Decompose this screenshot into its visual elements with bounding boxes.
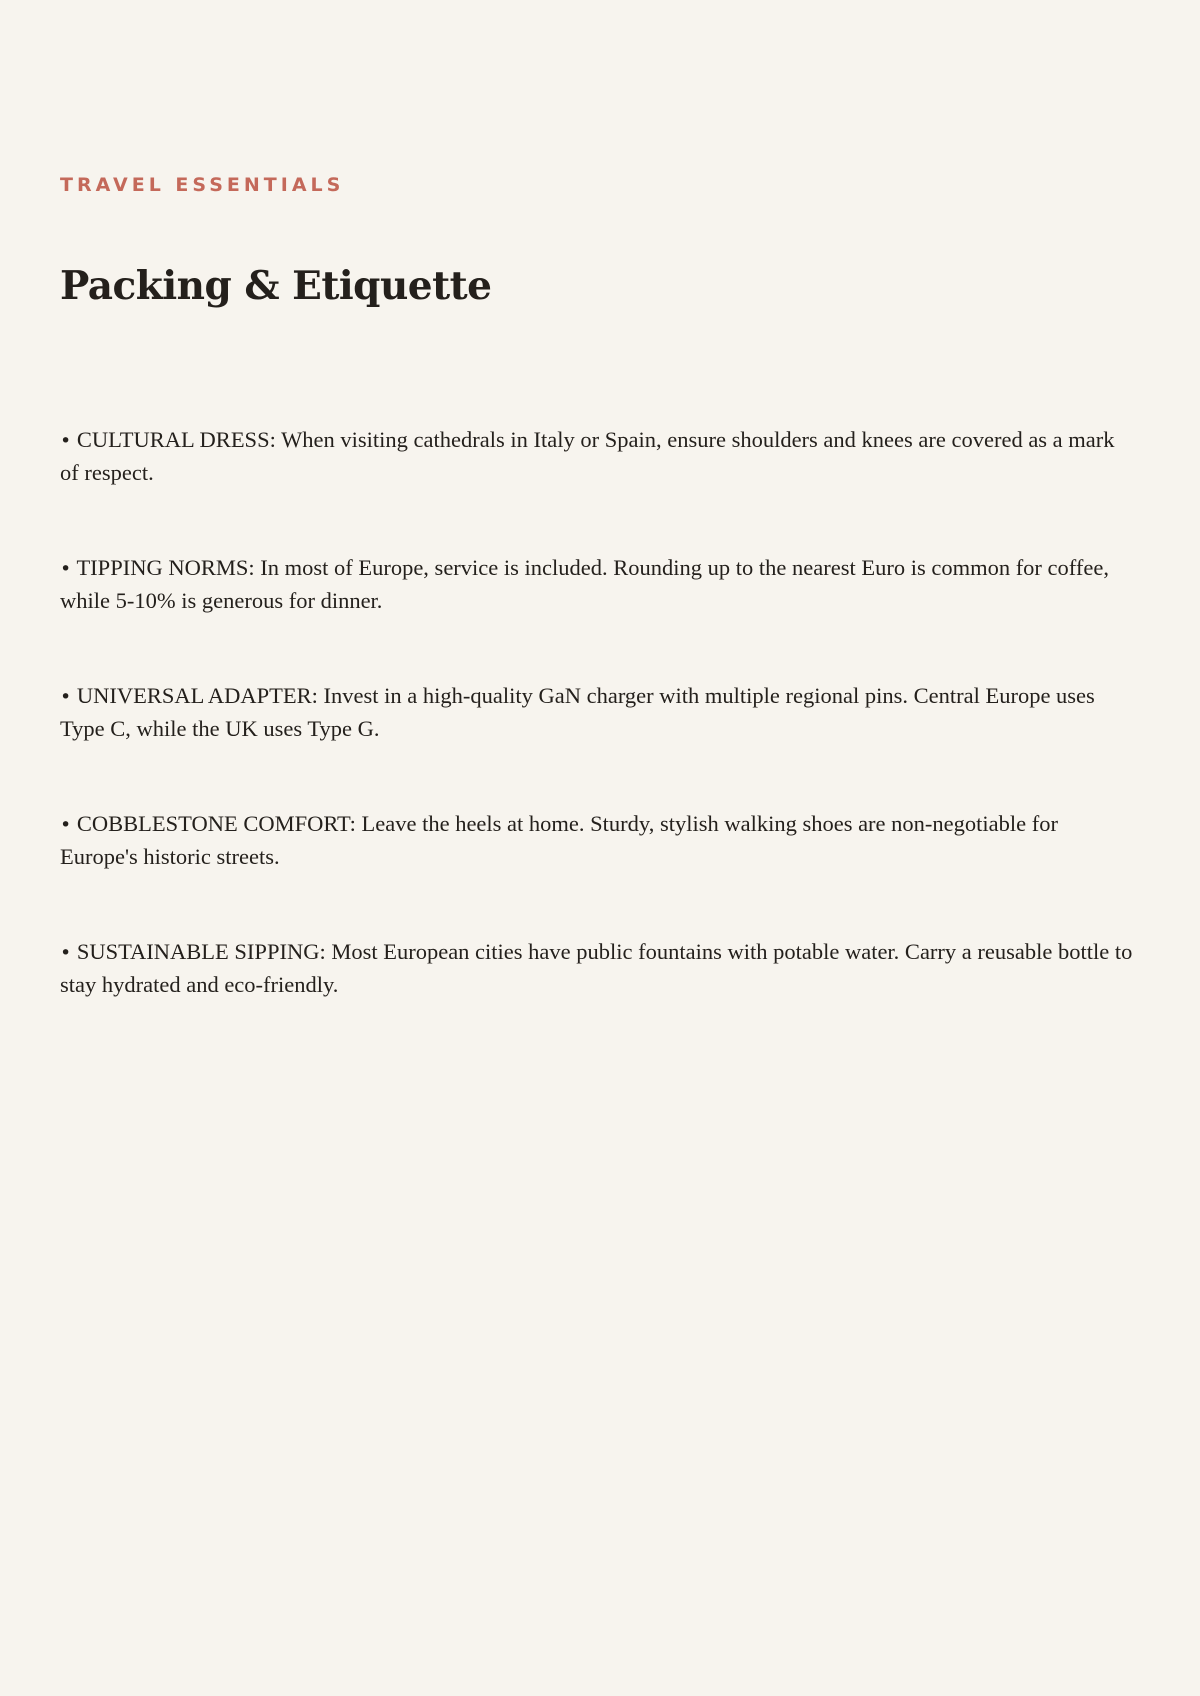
bullet-icon: • [60, 814, 72, 836]
tip-text: When visiting cathedrals in Italy or Spain, ensure shoulders and knees are covered as a mark of respect. [60, 427, 1115, 485]
tip-label: COBBLESTONE COMFORT: [76, 811, 356, 836]
tip-item-tipping-norms [60, 552, 1135, 617]
bullet-icon: • [60, 686, 72, 708]
tip-text: Most European cities have public fountains with potable water. Carry a reusable bottle to stay hydrated and eco-friendly. [60, 939, 1133, 997]
tip-label: UNIVERSAL ADAPTER: [76, 683, 318, 708]
tips-list [60, 424, 1135, 1001]
tip-text: In most of Europe, service is included. Rounding up to the nearest Euro is common for coffee, while 5-10% is generous for dinner. [60, 555, 1109, 613]
tip-item-sustainable-sipping [60, 936, 1135, 1001]
tip-label: SUSTAINABLE SIPPING: [76, 939, 326, 964]
tip-item-cultural-dress [60, 424, 1135, 489]
tip-label: TIPPING NORMS: [76, 555, 255, 580]
section-eyebrow: TRAVEL ESSENTIALS [60, 174, 345, 196]
bullet-icon: • [60, 942, 72, 964]
tip-label: CULTURAL DRESS: [76, 427, 276, 452]
tip-item-universal-adapter [60, 680, 1135, 745]
bullet-icon: • [60, 430, 72, 452]
tip-text: Leave the heels at home. Sturdy, stylish walking shoes are non-negotiable for Europe's historic streets. [60, 811, 1058, 869]
tip-item-cobblestone-comfort [60, 808, 1135, 873]
page-title: Packing & Etiquette [60, 263, 492, 309]
tip-text: Invest in a high-quality GaN charger with multiple regional pins. Central Europe uses Type C, while the UK uses Type G. [60, 683, 1095, 741]
bullet-icon: • [60, 558, 72, 580]
